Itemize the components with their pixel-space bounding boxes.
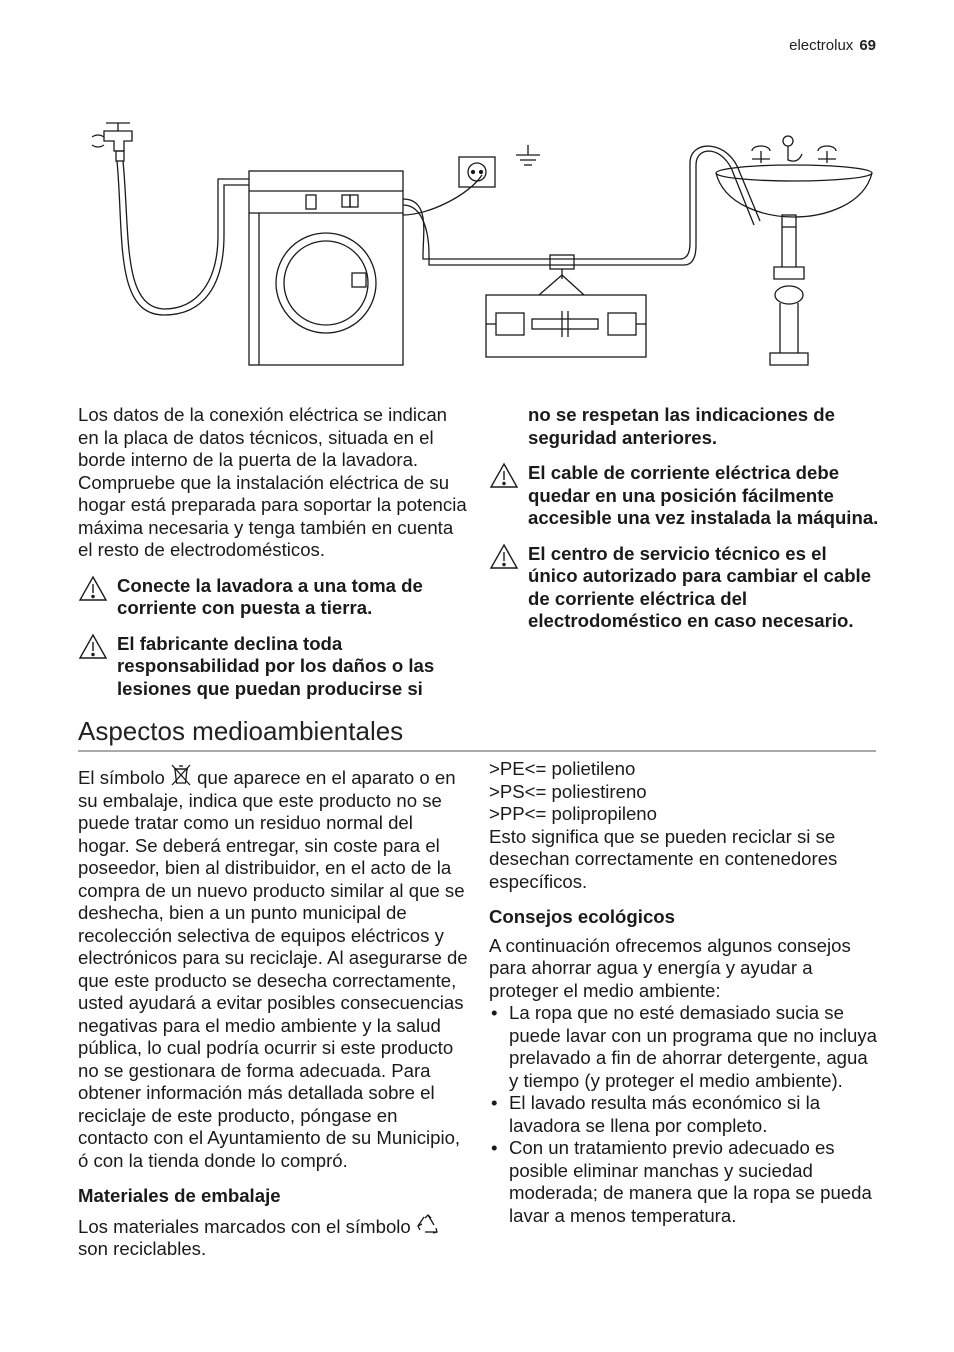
list-item: • La ropa que no esté demasiado sucia se puede lavar con un programa que no incluya prelavado a fin de ahorrar detergente, agua y tiempo (y proteger el medio ambiente). — [491, 1002, 877, 1091]
symbol-paragraph-start: El símbolo — [78, 767, 165, 788]
packaging-paragraph-start: Los materiales marcados con el símbolo — [78, 1215, 411, 1237]
installation-diagram — [84, 115, 884, 377]
materials-note: Esto significa que se pueden reciclar si se desechan correctamente en contenedores específicos. — [489, 825, 838, 892]
warning-cable — [489, 462, 879, 530]
right-column — [489, 404, 879, 633]
brand-name: electrolux — [789, 37, 854, 54]
env-left-column — [78, 763, 468, 1261]
packaging-heading: Materiales de embalaje — [78, 1185, 281, 1206]
warning-icon — [78, 633, 108, 660]
page-header — [789, 37, 876, 54]
eco-intro: A continuación ofrecemos algunos consejos para ahorrar agua y energía y ayudar a proteger el medio ambiente: — [489, 934, 851, 1001]
material-pp: >PP<= polipropileno — [489, 803, 657, 824]
list-item: • Con un tratamiento previo adecuado es posible eliminar manchas y suciedad moderada; de manera que la ropa se pueda lavar a menos temperatura. — [491, 1137, 872, 1226]
eco-tip-text: Con un tratamiento previo adecuado es posible eliminar manchas y suciedad moderada; de manera que la ropa se pueda lavar a menos temperatura. — [509, 1137, 872, 1226]
material-pe: >PE<= polietileno — [489, 758, 636, 779]
hose-connector-icon — [550, 255, 574, 269]
warning-manufacturer-text: El fabricante declina toda responsabilidad por los daños o las lesiones que puedan producirse si — [117, 632, 435, 699]
electrical-intro: Los datos de la conexión eléctrica se indican en la placa de datos técnicos, situada en el borde interno de la puerta de la lavadora. Compruebe que la instalación eléctrica de su hogar está preparada para soportar la potencia máxima necesaria y tenga también en cuenta el resto de electrodomésticos. — [78, 404, 467, 560]
eco-tips-list — [489, 1002, 879, 1227]
list-item: • El lavado resulta más económico si la lavadora se llena por completo. — [491, 1092, 821, 1136]
recycle-icon — [416, 1214, 440, 1236]
warning-cable-text: El cable de corriente eléctrica debe quedar en una posición fácilmente accesible una vez instalada la máquina. — [528, 462, 879, 528]
warning-service — [489, 543, 879, 633]
warning-icon — [78, 575, 108, 602]
section-title: Aspectos medioambientales — [78, 716, 404, 746]
left-column — [78, 404, 468, 700]
warning-manufacturer — [78, 633, 468, 701]
connector-detail-box — [486, 295, 646, 357]
warning-manufacturer-continued: no se respetan las indicaciones de seguridad anteriores. — [528, 404, 835, 448]
crossed-bin-icon — [170, 763, 192, 787]
section-divider — [78, 750, 876, 752]
washing-machine-icon — [249, 171, 403, 365]
material-ps: >PS<= poliestireno — [489, 780, 647, 802]
eco-heading: Consejos ecológicos — [489, 906, 675, 927]
warning-ground — [78, 575, 468, 620]
warning-icon — [489, 462, 519, 489]
symbol-paragraph — [78, 763, 468, 1172]
power-socket-icon — [459, 157, 495, 187]
eco-tip-text: El lavado resulta más económico si la lavadora se llena por completo. — [509, 1092, 821, 1136]
env-right-column — [489, 758, 879, 1227]
ground-symbol-icon — [516, 145, 540, 165]
warning-ground-text: Conecte la lavadora a una toma de corriente con puesta a tierra. — [117, 574, 423, 618]
symbol-paragraph-rest: que aparece en el aparato o en su embalaje, indica que este producto no se puede tratar como un residuo normal del hogar. Se deberá entregar, sin coste para el poseedor, bien al distribuidor, en el acto de la compra de un nuevo producto similar al que se deshecha, bien a un punto municipal de recolección selectiva de equipos eléctricos y electrónicos para su reciclaje. Al asegurarse de que este producto se desecha correctamente, usted ayudará a evitar posibles consecuencias negativas para el medio ambiente y la salud pública, lo cual podría ocurrir si este producto no se gestionara de forma adecuada. Para obtener información más detallada sobre el reciclaje de este producto, póngase en contacto con el Ayuntamiento de su Municipio, ó con la tienda donde lo compró. — [78, 767, 468, 1171]
packaging-paragraph-rest: son reciclables. — [78, 1238, 207, 1259]
eco-tip-text: La ropa que no esté demasiado sucia se puede lavar con un programa que no incluya prelavado a fin de ahorrar detergente, agua y tiempo (y proteger el medio ambiente). — [509, 1002, 877, 1091]
warning-icon — [489, 543, 519, 570]
page-number: 69 — [859, 37, 876, 54]
warning-service-text: El centro de servicio técnico es el único autorizado para cambiar el cable de corriente eléctrica del electrodoméstico en caso necesario. — [528, 542, 872, 631]
packaging-paragraph — [78, 1214, 468, 1261]
water-tap-icon — [92, 123, 132, 161]
